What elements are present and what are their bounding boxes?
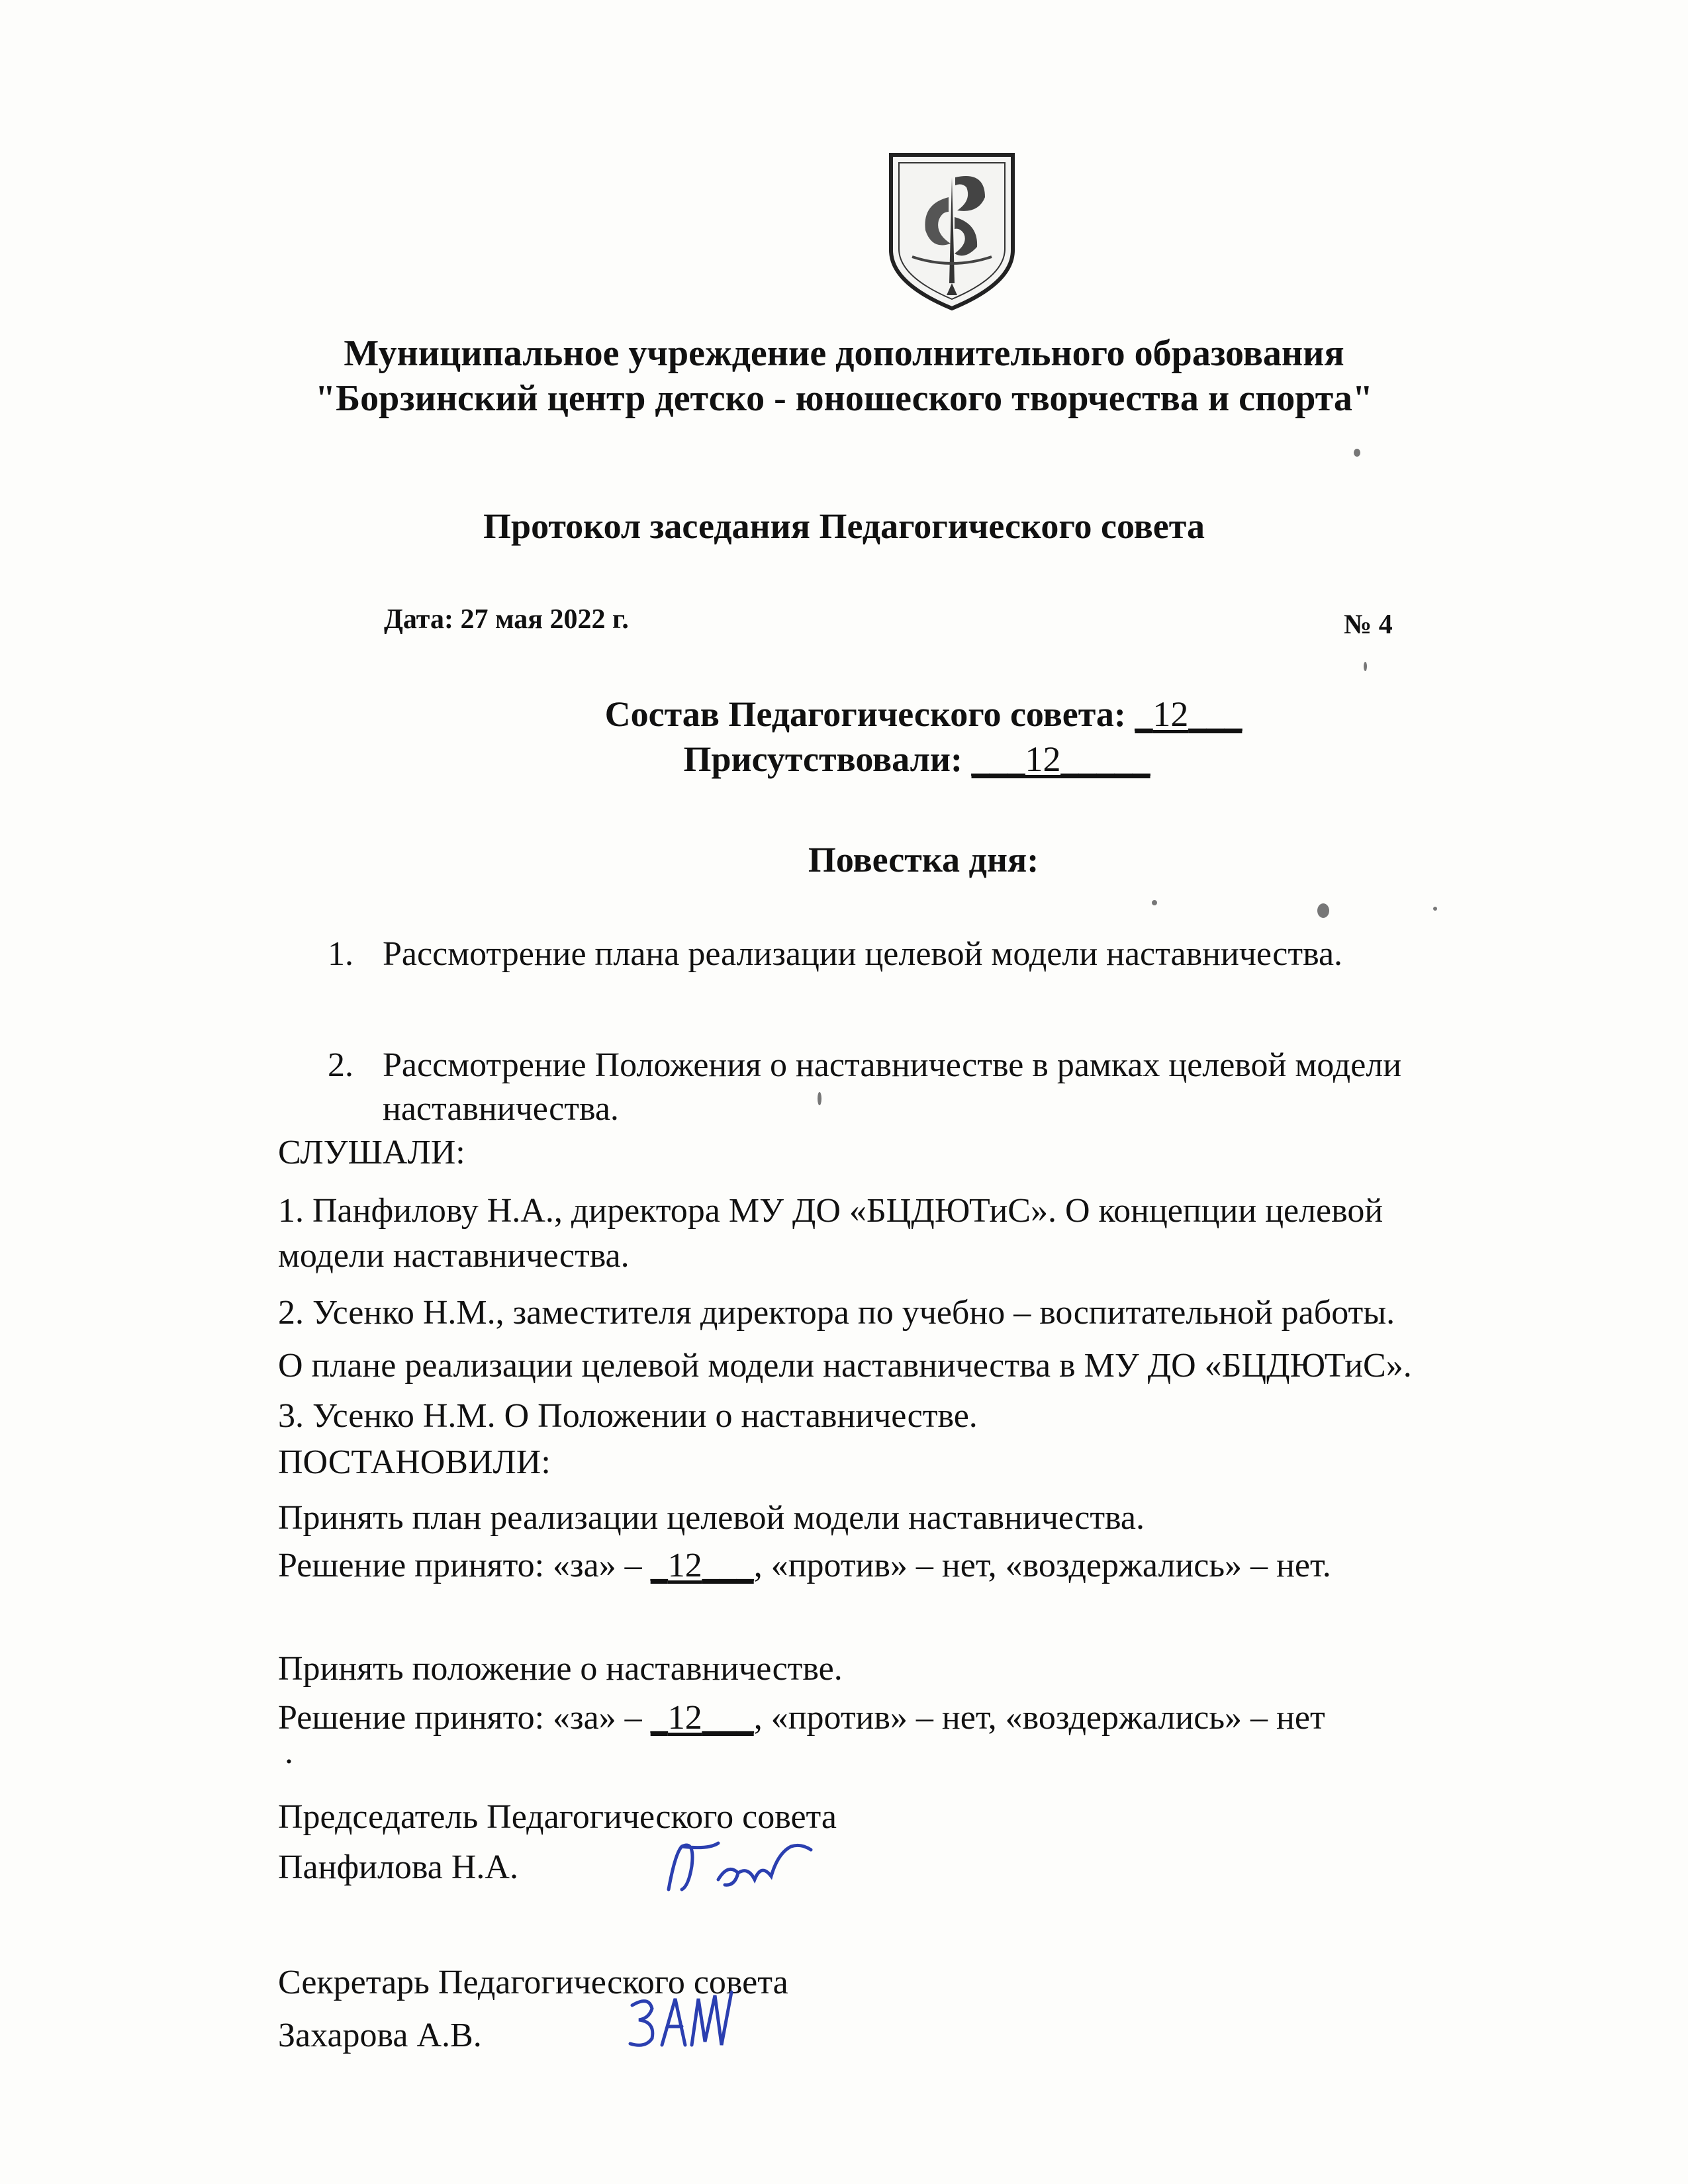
secretary-name: Захарова А.В. (278, 2017, 482, 2054)
composition-value: 12 (1152, 694, 1189, 734)
agenda-item-2-number: 2. (328, 1046, 353, 1084)
decision-1-vote-pre: _ (650, 1547, 668, 1584)
agenda-item-1-number: 1. (328, 935, 353, 973)
scan-speck (1152, 900, 1157, 905)
scan-speck (1354, 449, 1360, 457)
secretary-role: Секретарь Педагогического совета (278, 1964, 788, 2001)
attended-underline-pre: ___ (971, 739, 1025, 779)
agenda-item-1-text: Рассмотрение плана реализации целевой модели наставничества. (383, 935, 1343, 973)
heard-line-1: 1. Панфилову Н.А., директора МУ ДО «БЦДЮТиС». О концепции целевой (278, 1192, 1383, 1230)
decision-1-vote-prefix: Решение принято: «за» – (278, 1547, 651, 1584)
chair-name: Панфилова Н.А. (278, 1848, 518, 1886)
agenda-item-2-line1: Рассмотрение Положения о наставничестве в рамках целевой модели (383, 1046, 1402, 1084)
decision-1-vote-post: ___ (702, 1547, 754, 1584)
attended-label: Присутствовали: (683, 739, 972, 779)
heard-heading: СЛУШАЛИ: (278, 1134, 465, 1171)
institution-name-line1: Муниципальное учреждение дополнительного образования (344, 333, 1344, 374)
decision-2-vote-prefix: Решение принято: «за» – (278, 1699, 651, 1737)
composition-underline-pre: _ (1135, 694, 1153, 734)
chair-role: Председатель Педагогического совета (278, 1798, 837, 1836)
decision-2-vote (278, 1698, 1325, 1737)
composition-underline-post: ___ (1188, 694, 1243, 734)
chair-signature (655, 1827, 827, 1906)
heard-line-2: модели наставничества. (278, 1237, 630, 1275)
scan-speck (818, 1092, 821, 1105)
scan-speck (1433, 907, 1437, 911)
composition-label: Состав Педагогического совета: (604, 694, 1135, 734)
attended-underline-post: _____ (1060, 739, 1150, 779)
scan-speck (1317, 903, 1329, 918)
attended-value: 12 (1025, 739, 1061, 779)
decision-1-vote-suffix: , «против» – нет, «воздержались» – нет. (753, 1547, 1331, 1584)
agenda-heading: Повестка дня: (808, 840, 1039, 880)
decision-1-vote-value: 12 (667, 1547, 702, 1584)
secretary-signature (622, 1979, 741, 2058)
stray-dot: . (285, 1733, 293, 1771)
decision-2-vote-suffix: , «против» – нет, «воздержались» – нет (753, 1699, 1325, 1737)
heard-line-4: О плане реализации целевой модели наставничества в МУ ДО «БЦДЮТиС». (278, 1347, 1412, 1385)
protocol-number: № 4 (1344, 610, 1393, 640)
heard-line-3: 2. Усенко Н.М., заместителя директора по учебно – воспитательной работы. (278, 1294, 1395, 1332)
resolved-heading: ПОСТАНОВИЛИ: (278, 1443, 551, 1481)
attendance (73, 739, 1688, 780)
scan-speck (1364, 662, 1367, 671)
agenda-item-2-line2: наставничества. (383, 1090, 619, 1128)
decision-1-text: Принять план реализации целевой модели наставничества. (278, 1499, 1145, 1537)
document-title: Протокол заседания Педагогического совета (483, 506, 1205, 546)
decision-2-text: Принять положение о наставничестве. (278, 1650, 843, 1688)
decision-2-vote-value: 12 (667, 1699, 702, 1737)
institution-name-line2: "Борзинский центр детско - юношеского творчества и спорта" (315, 378, 1373, 419)
heard-line-5: 3. Усенко Н.М. О Положении о наставничестве. (278, 1397, 978, 1435)
decision-1-vote (278, 1546, 1331, 1585)
meeting-date: Дата: 27 мая 2022 г. (384, 604, 629, 635)
coat-of-arms-icon (886, 151, 1018, 313)
council-composition (79, 694, 1688, 735)
decision-2-vote-pre: _ (650, 1699, 668, 1737)
decision-2-vote-post: ___ (702, 1699, 754, 1737)
